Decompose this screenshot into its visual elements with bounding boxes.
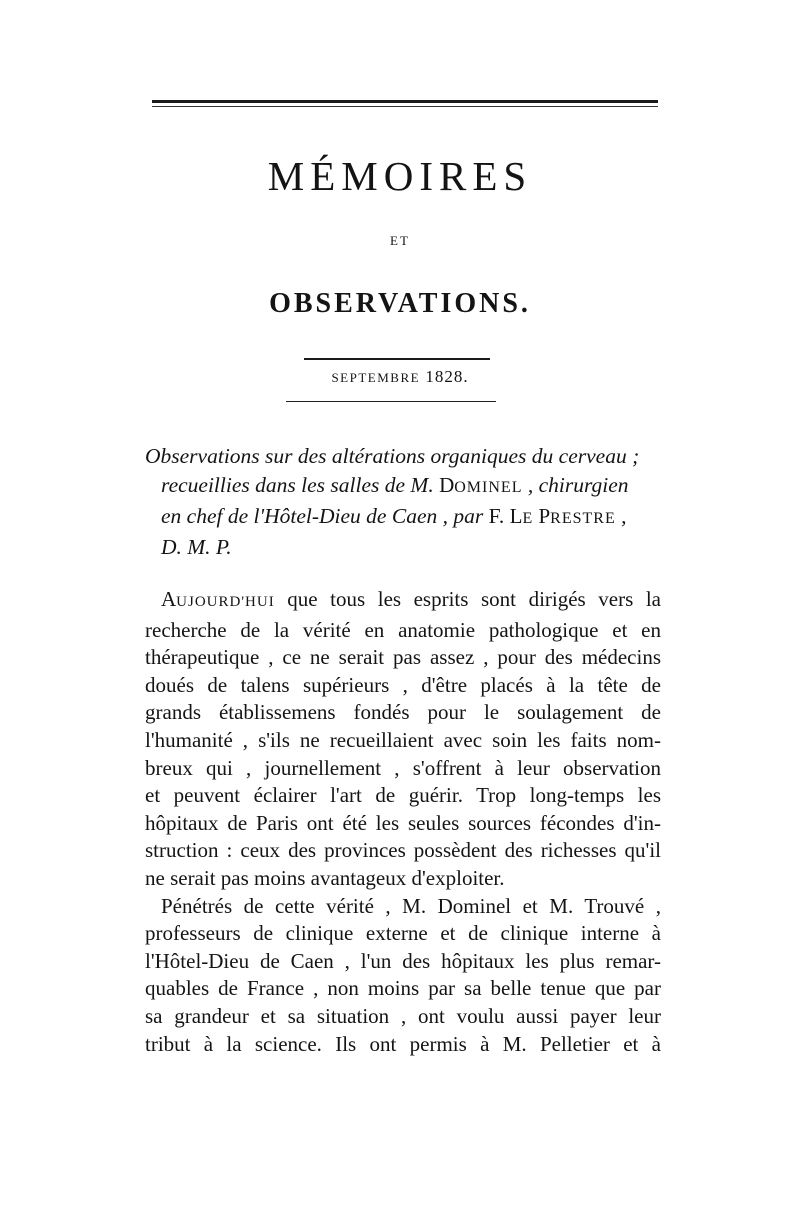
issue-month: SEPTEMBRE — [331, 370, 421, 385]
article-title-line: D. M. P. — [161, 535, 232, 559]
title-text: , — [615, 504, 627, 528]
body-line: tribut à la science. Ils ont permis à M. Pelletier et à — [145, 1031, 661, 1056]
title-author-smallcaps: E — [522, 510, 534, 527]
title-author-initial: F. — [488, 504, 510, 528]
body-line — [145, 586, 661, 617]
top-rule — [152, 100, 658, 103]
body-line: ne serait pas moins avantageux d'exploiter. — [145, 865, 505, 890]
body-line: Pénétrés de cette vérité , M. Dominel et M. Trouvé , — [161, 893, 661, 918]
body-line: professeurs de clinique externe et de clinique interne à — [145, 921, 661, 946]
title-author-cap: L — [509, 504, 523, 528]
body-line: hôpitaux de Paris ont été les seules sources fécondes d'in- — [145, 810, 661, 835]
title-text: en chef de l'Hôtel-Dieu de Caen , par — [161, 504, 489, 528]
body-line: l'humanité , s'ils ne recueillaient avec soin les faits nom- — [145, 727, 661, 752]
body-line: thérapeutique , ce ne serait pas assez , pour des médecins — [145, 645, 661, 670]
top-rule-thin — [152, 106, 658, 107]
body-line: l'Hôtel-Dieu de Caen , l'un des hôpitaux les plus remar- — [145, 948, 661, 973]
body-line: quables de France , non moins par sa belle tenue que par — [145, 976, 661, 1001]
title-name-cap: D — [439, 473, 455, 497]
issue-year: 1828. — [425, 367, 469, 386]
title-author-smallcaps: RESTRE — [550, 510, 616, 527]
body-line: grands établissemens fondés pour le soulagement de — [145, 700, 661, 725]
body-line: et peuvent éclairer l'art de guérir. Trop long-temps les — [145, 783, 661, 808]
opening-word-smallcaps: UJOURD'HUI — [176, 594, 275, 610]
body-line: breux qui , journellement , s'offrent à leur observation — [145, 755, 661, 780]
dropcap-letter: A — [161, 587, 177, 611]
article-title — [145, 442, 665, 562]
body-text: que tous les esprits sont dirigés vers la — [274, 587, 661, 611]
article-body — [145, 586, 661, 1058]
date-rule-top — [304, 358, 490, 360]
page-subtitle: OBSERVATIONS. — [269, 288, 531, 319]
title-author-cap: P — [533, 504, 551, 528]
article-title-line: Observations sur des altérations organiques du cerveau ; — [145, 444, 640, 468]
body-line: sa grandeur et sa situation , ont voulu aussi payer leur — [145, 1003, 661, 1028]
title-text: , chirurgien — [522, 473, 629, 497]
issue-date — [0, 367, 800, 387]
body-line: recherche de la vérité en anatomie pathologique et en — [145, 617, 661, 642]
page-title: MÉMOIRES — [267, 153, 533, 199]
body-line: struction : ceux des provinces possèdent des richesses qu'il — [145, 838, 661, 863]
title-text: M. — [410, 473, 440, 497]
body-line: doués de talens supérieurs , d'être placés à la tête de — [145, 672, 661, 697]
title-text: recueillies dans les salles de — [161, 473, 411, 497]
article-title-line — [145, 471, 665, 502]
title-conjunction: ET — [390, 233, 410, 248]
title-name-smallcaps: OMINEL — [454, 479, 523, 496]
article-title-line — [145, 502, 665, 533]
date-rule-bottom — [286, 401, 496, 402]
